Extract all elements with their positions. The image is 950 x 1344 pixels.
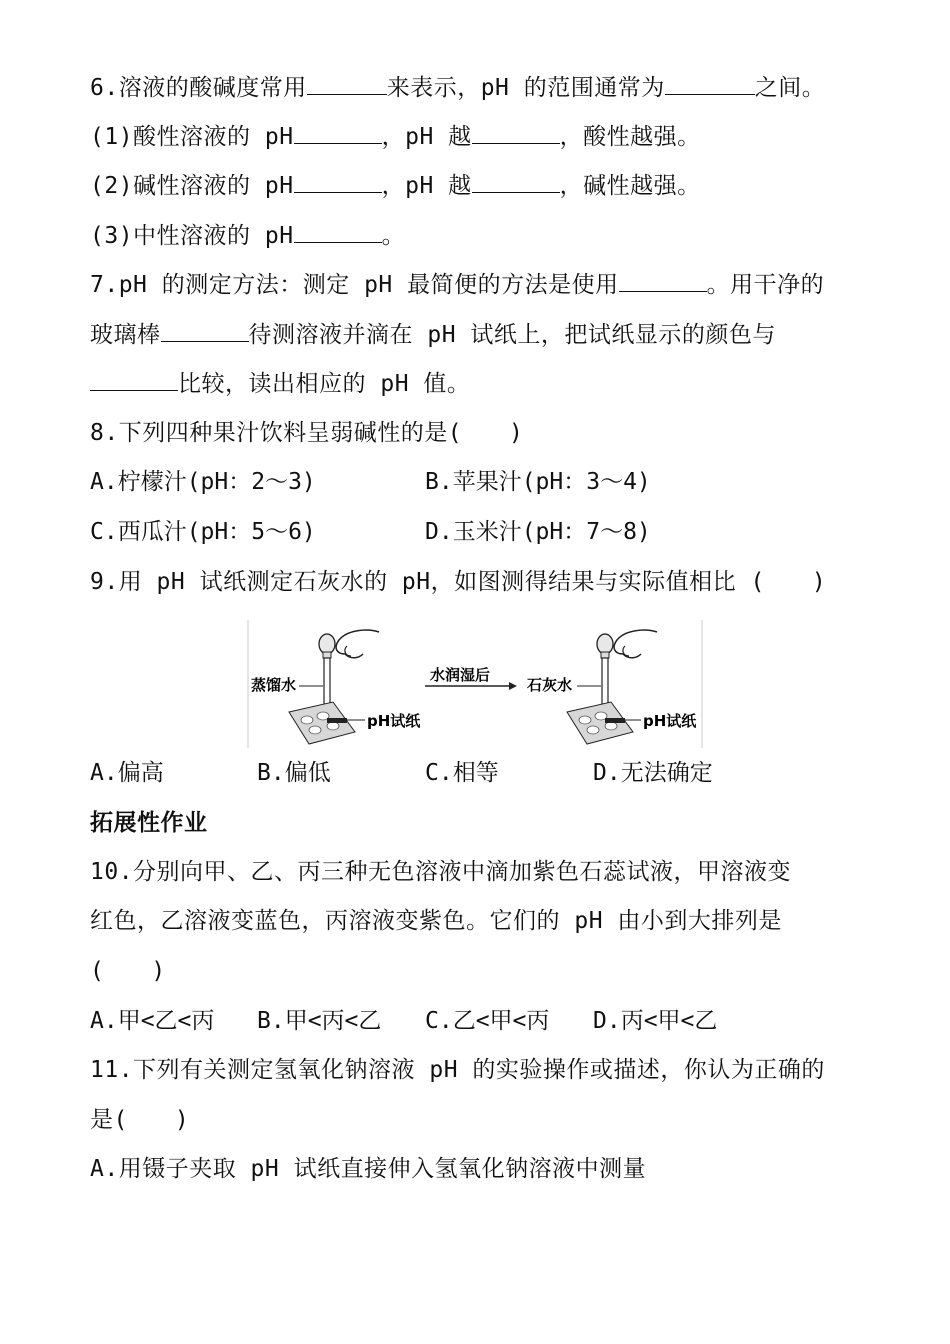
q10-option-b: B.甲<丙<乙 xyxy=(257,1008,382,1034)
q9-option-a: A.偏高 xyxy=(90,760,164,786)
q8-option-a: A.柠檬汁(pH：2～3) xyxy=(90,469,316,495)
right-paper-label: pH试纸 xyxy=(643,712,697,730)
section-title: 拓展性作业 xyxy=(90,810,208,836)
arrow-head-icon xyxy=(509,682,517,690)
q8-option-c: C.西瓜汁(pH：5～6) xyxy=(90,519,316,545)
q10-option-a: A.甲<乙<丙 xyxy=(90,1008,215,1034)
q6-sub3-text-2: 。 xyxy=(381,223,406,249)
q7-blank-3 xyxy=(90,368,178,391)
q6-sub2-text-1: (2)碱性溶液的 pH xyxy=(90,173,294,199)
q9-option-c: C.相等 xyxy=(425,760,499,786)
q6-sub1-text-3: ，酸性越强。 xyxy=(559,124,701,150)
q6-text-3: 之间。 xyxy=(754,75,826,101)
q6-blank-1 xyxy=(307,72,387,95)
q7-blank-1 xyxy=(619,269,707,292)
q6-sub1-blank-1 xyxy=(294,121,382,144)
q6-sub2 xyxy=(90,170,701,201)
q9-option-b: B.偏低 xyxy=(257,760,331,786)
ph-test-figure xyxy=(247,620,703,748)
q11-line2: 是( ) xyxy=(90,1107,190,1133)
q10-line2: 红色，乙溶液变蓝色，丙溶液变紫色。它们的 pH 由小到大排列是 xyxy=(90,908,782,934)
q7-text-4: 待测溶液并滴在 pH 试纸上，把试纸显示的颜色与 xyxy=(248,322,776,348)
right-ph-paper xyxy=(605,718,625,723)
q10-line3: ( ) xyxy=(90,958,166,984)
q6-sub1 xyxy=(90,121,701,152)
q6-sub2-text-3: ，碱性越强。 xyxy=(559,173,701,199)
q7-line2 xyxy=(90,319,776,350)
q6-sub2-blank-1 xyxy=(294,170,382,193)
q10-option-d: D.丙<甲<乙 xyxy=(593,1008,718,1034)
q6-sub2-blank-2 xyxy=(472,170,560,193)
left-liquid-label: 蒸馏水 xyxy=(251,676,297,694)
q7-blank-2 xyxy=(161,319,249,342)
q7-line3 xyxy=(90,368,470,399)
q6-stem xyxy=(90,72,825,103)
q8-stem: 8.下列四种果汁饮料呈弱碱性的是( ) xyxy=(90,420,524,446)
q9-option-d: D.无法确定 xyxy=(593,760,713,786)
left-paper-label: pH试纸 xyxy=(367,712,421,730)
q6-text-1: 6.溶液的酸碱度常用 xyxy=(90,75,307,101)
q6-sub1-blank-2 xyxy=(472,121,560,144)
q6-text-2: 来表示，pH 的范围通常为 xyxy=(386,75,665,101)
q6-sub1-text-1: (1)酸性溶液的 pH xyxy=(90,124,294,150)
q7-text-5: 比较，读出相应的 pH 值。 xyxy=(178,371,471,397)
q9-stem: 9.用 pH 试纸测定石灰水的 pH，如图测得结果与实际值相比 ( ) xyxy=(90,569,827,595)
q6-sub2-text-2: ，pH 越 xyxy=(381,173,472,199)
q10-option-c: C.乙<甲<丙 xyxy=(425,1008,550,1034)
q8-option-d: D.玉米汁(pH：7～8) xyxy=(425,519,651,545)
q7-text-2: 。用干净的 xyxy=(706,272,825,298)
q7-text-3: 玻璃棒 xyxy=(90,322,161,348)
q6-sub3 xyxy=(90,220,405,251)
q6-blank-2 xyxy=(665,72,755,95)
q8-option-b: B.苹果汁(pH：3～4) xyxy=(425,469,651,495)
right-liquid-label: 石灰水 xyxy=(527,676,573,694)
q7-line1 xyxy=(90,269,824,300)
q7-text-1: 7.pH 的测定方法：测定 pH 最简便的方法是使用 xyxy=(90,272,619,298)
arrow-label: 水润湿后 xyxy=(430,666,491,684)
q6-sub3-blank-1 xyxy=(294,220,382,243)
q6-sub3-text-1: (3)中性溶液的 pH xyxy=(90,223,294,249)
q11-line1: 11.下列有关测定氢氧化钠溶液 pH 的实验操作或描述，你认为正确的 xyxy=(90,1057,825,1083)
q11-option-a: A.用镊子夹取 pH 试纸直接伸入氢氧化钠溶液中测量 xyxy=(90,1156,647,1182)
left-ph-paper xyxy=(327,718,347,723)
q10-line1: 10.分别向甲、乙、丙三种无色溶液中滴加紫色石蕊试液，甲溶液变 xyxy=(90,859,792,885)
q6-sub1-text-2: ，pH 越 xyxy=(381,124,472,150)
